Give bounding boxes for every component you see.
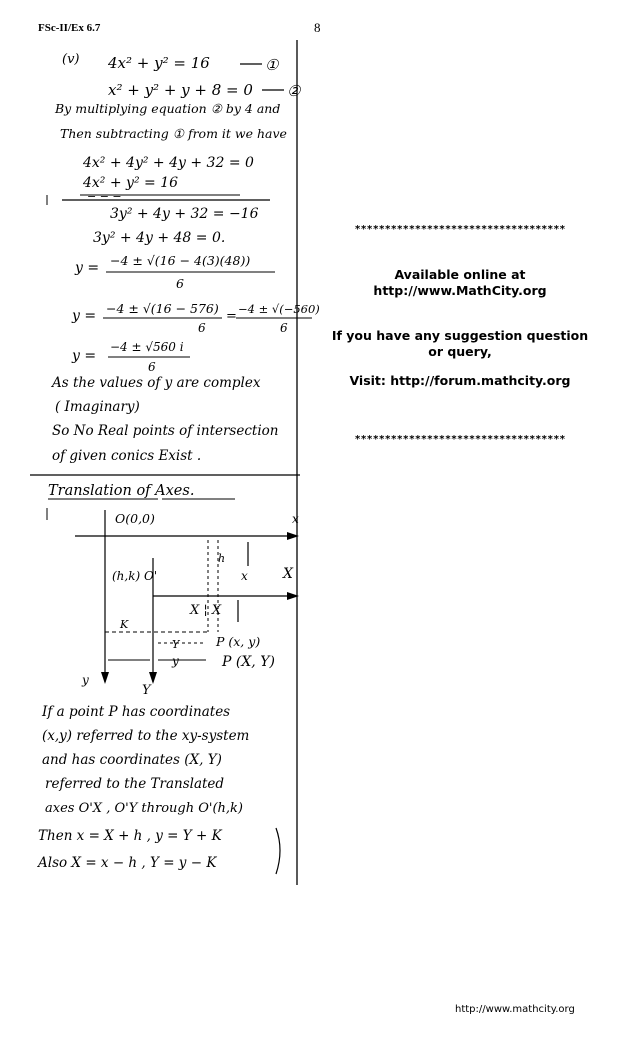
section-title: Translation of Axes. xyxy=(48,483,195,499)
mathcity-url[interactable]: http://www.MathCity.org xyxy=(373,283,547,298)
result-bracket xyxy=(276,828,280,874)
explanation-line-1: If a point P has coordinates xyxy=(42,704,231,720)
result-line-1: Then x = X + h , y = Y + K xyxy=(38,828,222,844)
y-distance-label: y xyxy=(172,654,179,668)
work-line-2: 4x² + y² = 16 xyxy=(83,175,179,191)
quadratic-denominator-2b: 6 xyxy=(280,321,288,335)
conclusion-line-3: So No Real points of intersection xyxy=(52,423,279,439)
equation-2: x² + y² + y + 8 = 0 xyxy=(108,81,253,99)
quadratic-denominator-1: 6 xyxy=(176,276,184,291)
equation-2-tag: ② xyxy=(287,82,301,100)
quadratic-denominator-2: 6 xyxy=(198,321,206,335)
footer-url[interactable]: http://www.mathcity.org xyxy=(455,1004,575,1015)
work-line-2-signs: − − − xyxy=(87,190,122,203)
equation-1-tag: ① xyxy=(265,56,279,74)
instruction-line-1: By multiplying equation ② by 4 and xyxy=(55,101,281,116)
Y-axis-label: Y xyxy=(142,683,151,698)
explanation-line-3: and has coordinates (X, Y) xyxy=(42,752,222,768)
x-distance-label: x xyxy=(241,569,248,583)
X-distance-labels: X ¦ X xyxy=(190,603,222,618)
quadratic-lhs-3: y = xyxy=(72,348,97,364)
explanation-line-5: axes O'X , O'Y through O'(h,k) xyxy=(45,801,244,816)
work-line-1: 4x² + 4y² + 4y + 32 = 0 xyxy=(83,155,254,171)
Y-distance-label: Y xyxy=(172,638,180,651)
X-axis-label: X xyxy=(283,566,293,582)
suggestion-text: If you have any suggestion question or query, xyxy=(331,328,589,359)
quadratic-lhs-1: y = xyxy=(75,260,100,276)
available-online-text: Available online at xyxy=(394,267,526,282)
k-label: K xyxy=(120,618,129,631)
quadratic-numerator-1: −4 ± √(16 − 4(3)(48)) xyxy=(110,253,251,268)
quadratic-equals: = xyxy=(226,309,237,324)
work-line-3: 3y² + 4y + 32 = −16 xyxy=(110,206,259,222)
conclusion-line-4: of given conics Exist . xyxy=(52,448,202,464)
stars-divider-top: *********************************** xyxy=(354,224,566,235)
x-axis-label: x xyxy=(292,512,299,526)
quadratic-numerator-3: −4 ± √560 i xyxy=(110,340,184,354)
explanation-line-2: (x,y) referred to the xy-system xyxy=(42,728,250,744)
y-axis-label: y xyxy=(82,673,89,687)
conclusion-line-1: As the values of y are complex xyxy=(52,375,261,391)
quadratic-denominator-3: 6 xyxy=(148,360,156,374)
conclusion-line-2: ( Imaginary) xyxy=(55,399,140,415)
new-origin-label: (h,k) O' xyxy=(112,569,158,583)
h-label: h xyxy=(218,552,226,565)
quadratic-lhs-2: y = xyxy=(72,308,97,324)
origin-label: O(0,0) xyxy=(115,511,155,526)
quadratic-numerator-2b: −4 ± √(−560) xyxy=(238,302,320,316)
result-line-2: Also X = x − h , Y = y − K xyxy=(38,855,217,871)
part-label: (v) xyxy=(62,52,80,67)
equation-1: 4x² + y² = 16 xyxy=(108,54,210,72)
explanation-line-4: referred to the Translated xyxy=(45,776,225,792)
page-number: 8 xyxy=(314,20,321,35)
instruction-line-2: Then subtracting ① from it we have xyxy=(60,126,287,141)
work-line-4: 3y² + 4y + 48 = 0. xyxy=(93,230,226,246)
point-P-XY: P (X, Y) xyxy=(222,654,275,670)
document-code: FSc-II/Ex 6.7 xyxy=(38,22,101,34)
point-P-xy: P (x, y) xyxy=(216,634,261,649)
forum-link[interactable]: Visit: http://forum.mathcity.org xyxy=(349,373,571,388)
quadratic-numerator-2: −4 ± √(16 − 576) xyxy=(106,301,219,316)
stars-divider-bottom: *********************************** xyxy=(354,434,566,445)
